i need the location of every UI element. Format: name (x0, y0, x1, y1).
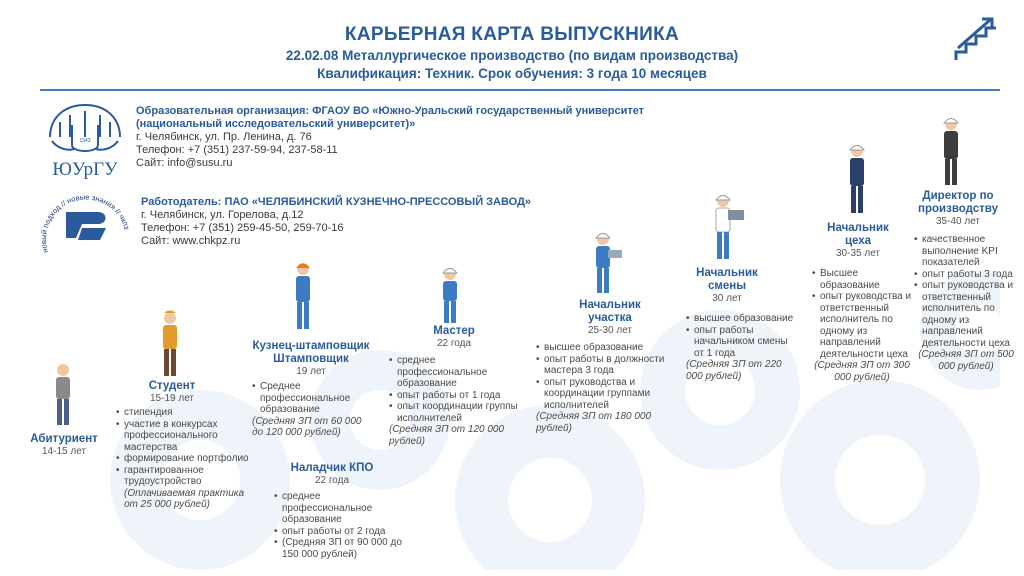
org-name: Образовательная организация: ФГАОУ ВО «Южно-Уральский государственный университет (136, 105, 645, 117)
stage-name: Мастер (433, 325, 475, 337)
employer-name: Работодатель: ПАО «ЧЕЛЯБИНСКИЙ КУЗНЕЧНО-ПРЕССОВЫЙ ЗАВОД» (141, 196, 532, 208)
stairs-up-icon (950, 14, 1002, 66)
list-item: • опыт работы от 1 года (389, 390, 525, 402)
student-figure (155, 310, 185, 380)
kuznets-description (252, 381, 370, 439)
list-item: • опыт работы в должности мастера 3 года (536, 354, 676, 377)
salary-note: (Оплачиваемая практика от 25 000 рублей) (124, 487, 245, 510)
stage-name-2: смены (707, 280, 747, 292)
stage-student (122, 380, 222, 405)
stage-name: Начальник (827, 222, 889, 234)
stage-tsekh (808, 222, 908, 260)
svg-text:новый подход // новые знания /: новый подход // новые знания // чкпз (38, 192, 132, 254)
header-divider (40, 89, 1000, 91)
employer-address: г. Челябинск, ул. Горелова, д.12 (141, 209, 304, 221)
list-item: • гарантированное трудоустройство (116, 465, 250, 488)
stage-age: 22 года (314, 475, 350, 486)
list-item: • стипендия (116, 407, 250, 419)
stage-age: 35-40 лет (936, 216, 980, 227)
stage-name: Наладчик КПО (290, 462, 374, 474)
list-item: • опыт руководства и ответственный исполнитель по одному из направлений деятельности цеха (812, 291, 912, 360)
tsekh-figure (842, 142, 872, 216)
list-item: • Высшее образование (812, 268, 912, 291)
list-item: • (Средняя ЗП от 90 000 до 150 000 рублей) (274, 537, 402, 560)
stage-smena (680, 267, 774, 305)
salary-note: (Средняя ЗП от 500 000 рублей) (918, 349, 1014, 372)
employer-site: Сайт: www.chkpz.ru (141, 235, 241, 247)
stage-age: 15-19 лет (150, 393, 194, 404)
tsekh-description (812, 268, 912, 383)
list-item: • высшее образование (686, 313, 798, 325)
stage-name-2: участка (588, 312, 632, 324)
stage-name-2: цеха (844, 235, 872, 247)
list-item: • участие в конкурсах профессионального мастерства (116, 419, 250, 454)
list-item: • опыт работы от 2 года (274, 526, 402, 538)
stage-naladchik (272, 462, 392, 487)
stage-age: 19 лет (296, 366, 326, 377)
stage-age: 14-15 лет (42, 446, 86, 457)
stage-director (908, 190, 1008, 228)
stage-name: Начальник (696, 267, 758, 279)
qualification-line: Квалификация: Техник. Срок обучения: 3 года 10 месяцев (317, 66, 707, 81)
list-item: • среднее профессиональное образование (274, 491, 402, 526)
salary-note: (Средняя ЗП от 60 000 до 120 000 рублей) (252, 415, 362, 438)
org-name-2: (национальный исследовательский университет)» (136, 118, 416, 130)
master-figure (435, 265, 465, 325)
stage-name: Начальник (579, 299, 641, 311)
list-item: • среднее профессиональное образование (389, 355, 525, 390)
salary-note: (Средняя ЗП от 180 000 рублей) (536, 411, 652, 434)
director-description (914, 234, 1018, 372)
stage-abiturient (14, 433, 114, 458)
salary-note: (Средняя ЗП от 220 000 рублей) (686, 359, 782, 382)
director-figure (934, 115, 970, 187)
master-description (389, 355, 525, 447)
svg-text:1943: 1943 (79, 138, 91, 144)
stage-age: 22 года (436, 338, 472, 349)
list-item: • опыт координации группы исполнителей (389, 401, 525, 424)
stage-age: 30-35 лет (836, 248, 880, 259)
smena-description (686, 313, 798, 382)
stage-name-2: Штамповщик (273, 353, 349, 365)
uchastok-description (536, 342, 676, 434)
program-line: 22.02.08 Металлургическое производство (по видам производства) (285, 48, 739, 63)
stage-name: Кузнец-штамповщик (252, 340, 370, 352)
uchastok-figure (588, 230, 624, 296)
stage-name-2: производству (918, 203, 998, 215)
stage-name: Студент (148, 380, 196, 392)
stage-kuznets (236, 340, 386, 378)
salary-note: (Средняя ЗП от 120 000 рублей) (389, 424, 505, 447)
chkpz-logo (36, 182, 136, 272)
smena-figure (708, 192, 748, 262)
stage-uchastok (560, 299, 660, 337)
stage-master (404, 325, 504, 350)
list-item: • качественное выполнение KPI показателей (914, 234, 1018, 269)
stage-name: Абитуриент (30, 433, 98, 445)
stage-name: Директор по (922, 190, 994, 202)
employer (141, 196, 531, 248)
page-title: КАРЬЕРНАЯ КАРТА ВЫПУСКНИКА (344, 24, 680, 45)
org-site: Сайт: info@susu.ru (136, 157, 233, 169)
list-item: • опыт работы начальником смены от 1 года (686, 325, 798, 360)
susu-logo (40, 97, 130, 182)
naladchik-description (274, 491, 402, 560)
list-item: • опыт руководства и ответственный исполнитель по одному из направлений деятельности цеха (914, 280, 1018, 349)
list-item: • Среднее профессиональное образование (252, 381, 370, 416)
salary-note: (Средняя ЗП от 300 000 рублей) (814, 360, 910, 383)
svg-text:ЮУрГУ: ЮУрГУ (52, 159, 118, 180)
list-item: • опыт работы 3 года (914, 269, 1018, 281)
employer-phone: Телефон: +7 (351) 259-45-50, 259-70-16 (141, 222, 344, 234)
education-organization (136, 105, 644, 170)
org-phone: Телефон: +7 (351) 237-59-94, 237-58-11 (136, 144, 338, 156)
list-item: • высшее образование (536, 342, 676, 354)
stage-age: 25-30 лет (588, 325, 632, 336)
list-item: • формирование портфолио (116, 453, 250, 465)
stage-age: 30 лет (712, 293, 742, 304)
org-address: г. Челябинск, ул. Пр. Ленина, д. 76 (136, 131, 312, 143)
list-item: • опыт руководства и координации группами исполнителей (536, 377, 676, 412)
kuznets-figure (288, 260, 318, 332)
abiturient-figure (48, 362, 78, 430)
student-description (116, 407, 250, 511)
